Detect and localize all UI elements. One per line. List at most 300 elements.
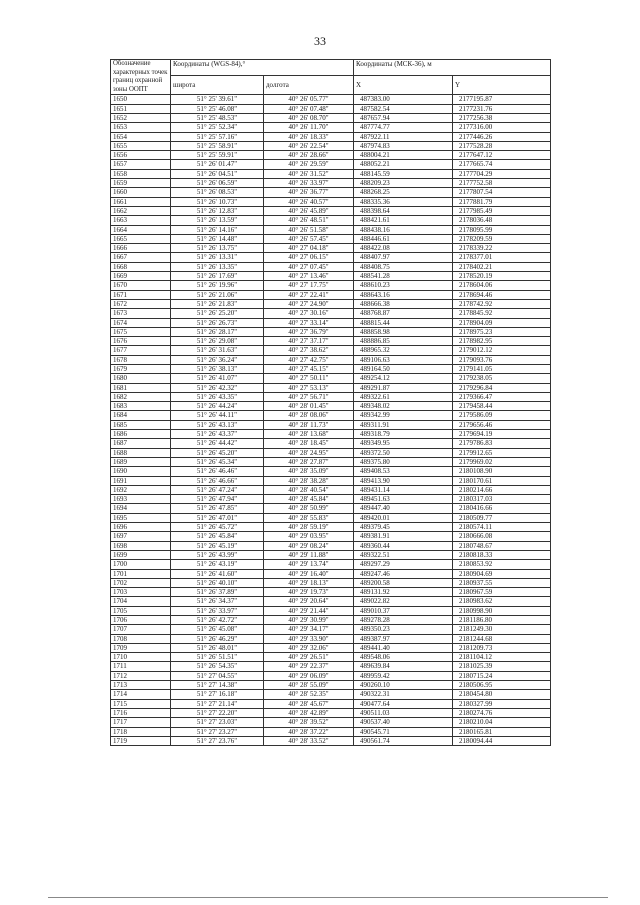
longitude-cell: 40° 28' 37.22" [264,727,354,736]
table-row [111,132,551,141]
point-cell: 1675 [111,327,171,336]
longitude-cell: 40° 28' 35.09" [264,467,354,476]
y-coordinate-cell: 2181209.73 [453,643,551,652]
longitude-cell: 40° 26' 31.52" [264,169,354,178]
point-cell: 1696 [111,523,171,532]
x-coordinate-cell: 489408.53 [354,467,453,476]
point-cell: 1689 [111,457,171,466]
point-cell: 1655 [111,141,171,150]
longitude-cell: 40° 29' 11.88" [264,550,354,559]
y-coordinate-cell: 2180317.03 [453,495,551,504]
latitude-cell: 51° 26' 46.66" [171,476,264,485]
point-cell: 1712 [111,671,171,680]
longitude-cell: 40° 28' 59.19" [264,523,354,532]
x-coordinate-cell: 489441.40 [354,643,453,652]
y-coordinate-cell: 2180967.59 [453,588,551,597]
table-row [111,234,551,243]
x-coordinate-cell: 487974.83 [354,141,453,150]
table-row [111,197,551,206]
table-row [111,327,551,336]
longitude-cell: 40° 28' 52.35" [264,690,354,699]
point-cell: 1682 [111,392,171,401]
table-row [111,420,551,429]
longitude-cell: 40° 29' 30.99" [264,616,354,625]
latitude-cell: 51° 27' 23.27" [171,727,264,736]
y-coordinate-cell: 2177195.87 [453,95,551,104]
point-cell: 1711 [111,662,171,671]
point-cell: 1686 [111,430,171,439]
table-body [111,95,551,746]
latitude-cell: 51° 26' 10.73" [171,197,264,206]
point-cell: 1650 [111,95,171,104]
latitude-cell: 51° 26' 43.35" [171,392,264,401]
point-cell: 1671 [111,290,171,299]
x-coordinate-cell: 490561.74 [354,736,453,745]
latitude-cell: 51° 26' 13.31" [171,253,264,262]
x-coordinate-cell: 489322.51 [354,550,453,559]
point-cell: 1666 [111,244,171,253]
point-cell: 1717 [111,718,171,727]
latitude-cell: 51° 26' 45.84" [171,532,264,541]
table-row [111,402,551,411]
table-row [111,160,551,169]
x-coordinate-cell: 488398.64 [354,206,453,215]
coordinates-table [110,59,551,746]
y-coordinate-cell: 2180108.90 [453,467,551,476]
y-coordinate-cell: 2180983.62 [453,597,551,606]
point-cell: 1651 [111,104,171,113]
table-header [111,60,551,95]
table-row [111,578,551,587]
y-coordinate-cell: 2179141.05 [453,364,551,373]
table-row [111,736,551,745]
x-coordinate-cell: 487657.94 [354,113,453,122]
lon-column-header: долгота [264,75,354,94]
longitude-cell: 40° 26' 40.57" [264,197,354,206]
latitude-cell: 51° 26' 48.01" [171,643,264,652]
x-coordinate-cell: 490511.03 [354,708,453,717]
latitude-cell: 51° 25' 39.61" [171,95,264,104]
longitude-cell: 40° 27' 06.15" [264,253,354,262]
y-coordinate-cell: 2177807.54 [453,188,551,197]
point-cell: 1697 [111,532,171,541]
point-cell: 1674 [111,318,171,327]
x-coordinate-cell: 489022.82 [354,597,453,606]
y-coordinate-cell: 2179586.09 [453,411,551,420]
table-row [111,597,551,606]
table-row [111,318,551,327]
x-coordinate-cell: 488666.38 [354,299,453,308]
point-cell: 1660 [111,188,171,197]
x-coordinate-cell: 487582.54 [354,104,453,113]
point-cell: 1702 [111,578,171,587]
table-row [111,541,551,550]
y-coordinate-cell: 2179912.65 [453,448,551,457]
longitude-cell: 40° 27' 13.46" [264,272,354,281]
y-coordinate-cell: 2177665.74 [453,160,551,169]
y-coordinate-cell: 2178209.59 [453,234,551,243]
point-cell: 1670 [111,281,171,290]
y-coordinate-cell: 2178845.92 [453,309,551,318]
y-coordinate-cell: 2177528.28 [453,141,551,150]
latitude-cell: 51° 26' 44.42" [171,439,264,448]
latitude-cell: 51° 26' 13.35" [171,262,264,271]
y-coordinate-cell: 2178982.95 [453,337,551,346]
y-coordinate-cell: 2180998.90 [453,606,551,615]
y-coordinate-cell: 2180904.69 [453,569,551,578]
longitude-cell: 40° 29' 06.09" [264,671,354,680]
y-coordinate-cell: 2180210.04 [453,718,551,727]
longitude-cell: 40° 28' 38.28" [264,476,354,485]
x-coordinate-cell: 489381.91 [354,532,453,541]
longitude-cell: 40° 28' 08.06" [264,411,354,420]
point-cell: 1690 [111,467,171,476]
y-coordinate-cell: 2180937.55 [453,578,551,587]
latitude-cell: 51° 26' 25.20" [171,309,264,318]
x-coordinate-cell: 489200.58 [354,578,453,587]
point-cell: 1706 [111,616,171,625]
latitude-cell: 51° 26' 13.59" [171,216,264,225]
longitude-cell: 40° 28' 24.95" [264,448,354,457]
y-coordinate-cell: 2177881.79 [453,197,551,206]
y-coordinate-cell: 2180214.66 [453,485,551,494]
latitude-cell: 51° 26' 45.19" [171,541,264,550]
longitude-cell: 40° 26' 28.66" [264,151,354,160]
x-coordinate-cell: 489322.61 [354,392,453,401]
latitude-cell: 51° 26' 19.96" [171,281,264,290]
point-cell: 1653 [111,123,171,132]
table-row [111,179,551,188]
longitude-cell: 40° 28' 18.45" [264,439,354,448]
point-cell: 1672 [111,299,171,308]
longitude-cell: 40° 28' 55.09" [264,681,354,690]
point-cell: 1701 [111,569,171,578]
point-cell: 1705 [111,606,171,615]
table-row [111,253,551,262]
x-coordinate-cell: 489959.42 [354,671,453,680]
y-coordinate-cell: 2178742.92 [453,299,551,308]
longitude-cell: 40° 29' 18.13" [264,578,354,587]
y-coordinate-cell: 2181025.39 [453,662,551,671]
table-row [111,560,551,569]
table-row [111,309,551,318]
table-row [111,104,551,113]
longitude-cell: 40° 27' 22.41" [264,290,354,299]
longitude-cell: 40° 26' 57.45" [264,234,354,243]
longitude-cell: 40° 27' 38.62" [264,346,354,355]
point-cell: 1662 [111,206,171,215]
table-row [111,169,551,178]
table-row [111,532,551,541]
longitude-cell: 40° 27' 07.45" [264,262,354,271]
point-cell: 1687 [111,439,171,448]
table-row [111,634,551,643]
table-row [111,718,551,727]
longitude-cell: 40° 28' 27.87" [264,457,354,466]
x-coordinate-cell: 488335.36 [354,197,453,206]
table-row [111,225,551,234]
x-coordinate-cell: 489164.50 [354,364,453,373]
longitude-cell: 40° 29' 08.24" [264,541,354,550]
y-coordinate-cell: 2180818.33 [453,550,551,559]
longitude-cell: 40° 26' 45.89" [264,206,354,215]
point-cell: 1698 [111,541,171,550]
latitude-cell: 51° 26' 37.89" [171,588,264,597]
y-coordinate-cell: 2180748.67 [453,541,551,550]
point-column-header: Обозначение характерных точек границ охранной зоны ООПТ [111,60,171,95]
point-cell: 1684 [111,411,171,420]
x-coordinate-cell: 489420.01 [354,513,453,522]
longitude-cell: 40° 26' 48.51" [264,216,354,225]
table-row [111,662,551,671]
longitude-cell: 40° 27' 04.18" [264,244,354,253]
latitude-cell: 51° 26' 45.08" [171,625,264,634]
y-coordinate-cell: 2180509.77 [453,513,551,522]
latitude-cell: 51° 26' 08.53" [171,188,264,197]
y-coordinate-cell: 2178339.22 [453,244,551,253]
y-coordinate-cell: 2178975.23 [453,327,551,336]
longitude-cell: 40° 28' 01.45" [264,402,354,411]
latitude-cell: 51° 26' 29.08" [171,337,264,346]
latitude-cell: 51° 26' 43.99" [171,550,264,559]
latitude-cell: 51° 26' 41.07" [171,374,264,383]
y-coordinate-cell: 2177316.00 [453,123,551,132]
latitude-cell: 51° 26' 45.34" [171,457,264,466]
longitude-cell: 40° 29' 20.64" [264,597,354,606]
table-row [111,708,551,717]
y-coordinate-cell: 2179093.76 [453,355,551,364]
y-coordinate-cell: 2179786.83 [453,439,551,448]
latitude-cell: 51° 26' 42.32" [171,383,264,392]
table-row [111,606,551,615]
table-row [111,392,551,401]
latitude-cell: 51° 27' 16.18" [171,690,264,699]
latitude-cell: 51° 26' 31.63" [171,346,264,355]
point-cell: 1693 [111,495,171,504]
y-coordinate-cell: 2181186.80 [453,616,551,625]
point-cell: 1667 [111,253,171,262]
latitude-cell: 51° 26' 21.83" [171,299,264,308]
x-coordinate-cell: 488446.61 [354,234,453,243]
longitude-cell: 40° 28' 55.83" [264,513,354,522]
x-coordinate-cell: 488643.16 [354,290,453,299]
y-coordinate-cell: 2179296.84 [453,383,551,392]
point-cell: 1679 [111,364,171,373]
point-cell: 1685 [111,420,171,429]
table-row [111,364,551,373]
x-coordinate-cell: 489639.84 [354,662,453,671]
latitude-cell: 51° 25' 59.91" [171,151,264,160]
x-coordinate-cell: 490537.40 [354,718,453,727]
table-row [111,671,551,680]
longitude-cell: 40° 26' 11.70" [264,123,354,132]
latitude-cell: 51° 26' 34.37" [171,597,264,606]
latitude-cell: 51° 26' 43.19" [171,560,264,569]
x-coordinate-cell: 488004.21 [354,151,453,160]
y-coordinate-cell: 2180170.61 [453,476,551,485]
point-cell: 1718 [111,727,171,736]
latitude-cell: 51° 26' 47.24" [171,485,264,494]
x-coordinate-cell: 489379.45 [354,523,453,532]
point-cell: 1704 [111,597,171,606]
latitude-cell: 51° 26' 17.69" [171,272,264,281]
longitude-cell: 40° 27' 36.79" [264,327,354,336]
longitude-cell: 40° 29' 33.90" [264,634,354,643]
point-cell: 1695 [111,513,171,522]
longitude-cell: 40° 28' 13.68" [264,430,354,439]
table-row [111,383,551,392]
latitude-cell: 51° 26' 36.24" [171,355,264,364]
y-coordinate-cell: 2177231.76 [453,104,551,113]
x-coordinate-cell: 490260.10 [354,681,453,690]
x-coordinate-cell: 489451.63 [354,495,453,504]
y-coordinate-cell: 2180715.24 [453,671,551,680]
longitude-cell: 40° 28' 42.89" [264,708,354,717]
point-cell: 1664 [111,225,171,234]
x-coordinate-cell: 489278.28 [354,616,453,625]
x-coordinate-cell: 488052.21 [354,160,453,169]
point-cell: 1710 [111,653,171,662]
point-cell: 1656 [111,151,171,160]
point-cell: 1657 [111,160,171,169]
longitude-cell: 40° 26' 05.77" [264,95,354,104]
latitude-cell: 51° 26' 43.37" [171,430,264,439]
coordinates-table-container [110,59,550,746]
table-row [111,206,551,215]
longitude-cell: 40° 28' 50.99" [264,504,354,513]
y-coordinate-cell: 2179969.02 [453,457,551,466]
table-row [111,113,551,122]
table-row [111,281,551,290]
longitude-cell: 40° 29' 34.17" [264,625,354,634]
latitude-cell: 51° 26' 12.83" [171,206,264,215]
latitude-cell: 51° 26' 40.10" [171,578,264,587]
point-cell: 1713 [111,681,171,690]
latitude-cell: 51° 26' 01.47" [171,160,264,169]
y-coordinate-cell: 2178520.19 [453,272,551,281]
x-coordinate-cell: 490545.71 [354,727,453,736]
latitude-cell: 51° 27' 21.14" [171,699,264,708]
y-column-header: Y [453,75,551,94]
point-cell: 1716 [111,708,171,717]
point-cell: 1673 [111,309,171,318]
longitude-cell: 40° 27' 45.15" [264,364,354,373]
table-row [111,476,551,485]
longitude-cell: 40° 29' 21.44" [264,606,354,615]
table-row [111,262,551,271]
latitude-cell: 51° 26' 38.13" [171,364,264,373]
x-coordinate-cell: 488886.85 [354,337,453,346]
y-coordinate-cell: 2178377.01 [453,253,551,262]
x-coordinate-cell: 488408.75 [354,262,453,271]
longitude-cell: 40° 26' 29.59" [264,160,354,169]
latitude-cell: 51° 25' 58.91" [171,141,264,150]
longitude-cell: 40° 27' 17.75" [264,281,354,290]
longitude-cell: 40° 26' 22.54" [264,141,354,150]
point-cell: 1677 [111,346,171,355]
latitude-cell: 51° 27' 14.38" [171,681,264,690]
x-coordinate-cell: 489131.92 [354,588,453,597]
x-coordinate-cell: 489387.97 [354,634,453,643]
x-coordinate-cell: 488421.61 [354,216,453,225]
latitude-cell: 51° 26' 44.24" [171,402,264,411]
latitude-cell: 51° 26' 46.29" [171,634,264,643]
longitude-cell: 40° 26' 36.77" [264,188,354,197]
table-row [111,123,551,132]
point-cell: 1708 [111,634,171,643]
longitude-cell: 40° 29' 32.06" [264,643,354,652]
point-cell: 1669 [111,272,171,281]
x-coordinate-cell: 489297.29 [354,560,453,569]
table-row [111,141,551,150]
latitude-cell: 51° 26' 45.20" [171,448,264,457]
latitude-cell: 51° 26' 47.85" [171,504,264,513]
latitude-cell: 51° 26' 04.51" [171,169,264,178]
y-coordinate-cell: 2180574.11 [453,523,551,532]
point-cell: 1683 [111,402,171,411]
table-row [111,588,551,597]
y-coordinate-cell: 2179012.12 [453,346,551,355]
longitude-cell: 40° 28' 33.52" [264,736,354,745]
longitude-cell: 40° 28' 11.73" [264,420,354,429]
table-row [111,485,551,494]
x-coordinate-cell: 489375.80 [354,457,453,466]
x-coordinate-cell: 489318.79 [354,430,453,439]
point-cell: 1703 [111,588,171,597]
y-coordinate-cell: 2178036.48 [453,216,551,225]
latitude-cell: 51° 26' 14.16" [171,225,264,234]
latitude-cell: 51° 26' 28.17" [171,327,264,336]
table-row [111,337,551,346]
table-row [111,299,551,308]
table-row [111,523,551,532]
table-row [111,495,551,504]
latitude-cell: 51° 26' 33.97" [171,606,264,615]
y-coordinate-cell: 2178694.46 [453,290,551,299]
x-column-header: X [354,75,453,94]
x-coordinate-cell: 489348.02 [354,402,453,411]
longitude-cell: 40° 27' 33.14" [264,318,354,327]
y-coordinate-cell: 2179656.46 [453,420,551,429]
y-coordinate-cell: 2181104.12 [453,653,551,662]
longitude-cell: 40° 27' 37.17" [264,337,354,346]
y-coordinate-cell: 2180666.08 [453,532,551,541]
latitude-cell: 51° 26' 13.75" [171,244,264,253]
point-cell: 1700 [111,560,171,569]
latitude-cell: 51° 25' 52.34" [171,123,264,132]
table-row [111,430,551,439]
x-coordinate-cell: 489247.46 [354,569,453,578]
table-row [111,411,551,420]
point-cell: 1680 [111,374,171,383]
table-row [111,550,551,559]
x-coordinate-cell: 490477.64 [354,699,453,708]
x-coordinate-cell: 489291.87 [354,383,453,392]
point-cell: 1694 [111,504,171,513]
y-coordinate-cell: 2178095.99 [453,225,551,234]
latitude-cell: 51° 26' 51.51" [171,653,264,662]
y-coordinate-cell: 2177446.26 [453,132,551,141]
x-coordinate-cell: 489372.50 [354,448,453,457]
x-coordinate-cell: 487922.11 [354,132,453,141]
y-coordinate-cell: 2179458.44 [453,402,551,411]
x-coordinate-cell: 489342.99 [354,411,453,420]
point-cell: 1692 [111,485,171,494]
latitude-cell: 51° 25' 46.08" [171,104,264,113]
latitude-cell: 51° 26' 46.46" [171,467,264,476]
latitude-cell: 51° 26' 41.60" [171,569,264,578]
x-coordinate-cell: 488610.23 [354,281,453,290]
